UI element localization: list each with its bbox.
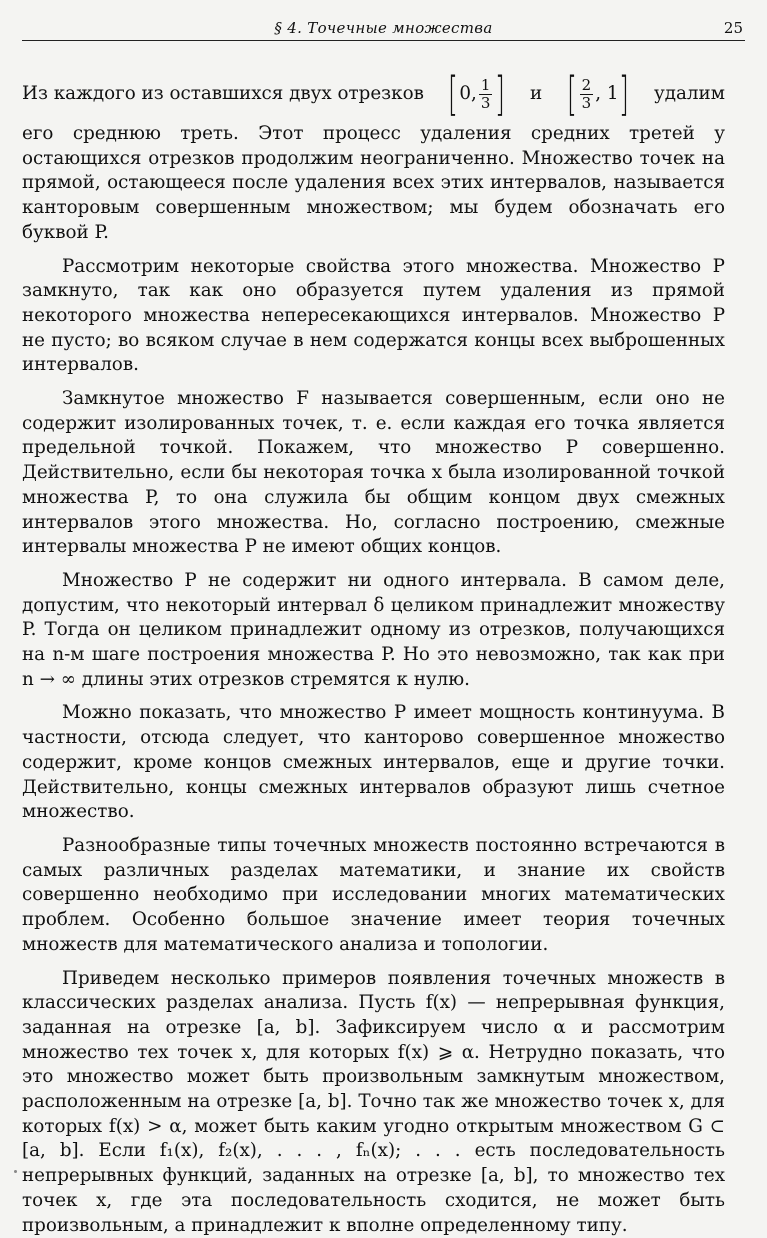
paragraph-continuation: его среднюю треть. Этот процесс удаления средних третей у остающихся отрезков продолжим неограниченно. Множество точек на прямой, остающееся после удаления всех этих интервалов, называется канторовым совершенным множеством; мы будем обозначать его буквой P. <box>22 122 725 246</box>
right-bracket: ] <box>620 71 630 117</box>
paragraph: Рассмотрим некоторые свойства этого множества. Множество P замкнуто, так как оно образуется путем удаления из прямой некоторого множества непересекающихся интервалов. Множество P не пусто; во всяком случае в нем содержатся концы всех выброшенных интервалов. <box>22 255 725 379</box>
paragraph: Разнообразные типы точечных множеств постоянно встречаются в самых различных разделах математики, и знание их свойств совершенно необходимо при исследовании многих математических проблем. Особенно большое значение имеет теория точечных множеств для математического анализа и топологии. <box>22 834 725 958</box>
interval-two-thirds-1 <box>566 71 631 117</box>
body-text <box>22 66 725 1238</box>
paragraph: Множество P не содержит ни одного интервала. В самом деле, допустим, что некоторый интервал δ целиком принадлежит множеству P. Тогда он целиком принадлежит одному из отрезков, получающихся на n-м шаге построения множества P. Но это невозможно, так как при n → ∞ длины этих отрезков стремятся к нулю. <box>22 569 725 693</box>
page-number: 25 <box>724 19 743 37</box>
scan-speck <box>14 1170 17 1173</box>
first-line <box>22 66 725 122</box>
frac-den: 3 <box>580 95 594 112</box>
fraction-one-third <box>479 77 493 112</box>
running-title: § 4. Точечные множества <box>22 19 745 37</box>
paragraph: Замкнутое множество F называется совершенным, если оно не содержит изолированных точек, т. е. если каждая его точка является предельной точкой. Покажем, что множество P совершенно. Действительно, если бы некоторая точка x была изолированной точкой множества P, то она служила бы общим концом двух смежных интервалов этого множества. Но, согласно построению, смежные интервалы множества P не имеют общих концов. <box>22 387 725 560</box>
paragraph: Можно показать, что множество P имеет мощность континуума. В частности, отсюда следует, что канторово совершенное множество содержит, кроме концов смежных интервалов, еще и другие точки. Действительно, концы смежных интервалов образуют лишь счетное множество. <box>22 701 725 825</box>
frac-num: 2 <box>580 77 594 95</box>
line1-before: Из каждого из оставшихся двух отрезков <box>22 82 424 107</box>
left-bracket: [ <box>567 71 577 117</box>
interval-0-third <box>447 71 506 117</box>
paragraph: Приведем несколько примеров появления точечных множеств в классических разделах анализа. Пусть f(x) — непрерывная функция, заданная на отрезке [a, b]. Зафиксируем число α и рассмотрим множество тех точек x, для которых f(x) ⩾ α. Нетрудно показать, что это множество может быть произвольным замкнутым множеством, расположенным на отрезке [a, b]. Точно так же множество точек x, для которых f(x) > α, может быть каким угодно открытым множеством G ⊂ [a, b]. Если f₁(x), f₂(x), . . . , fₙ(x); . . . есть последовательность непрерывных функций, заданных на отрезке [a, b], то множество тех точек x, где эта последовательность сходится, не может быть произвольным, а принадлежит к вполне определенному типу. <box>22 967 725 1238</box>
interval2-right: , 1 <box>595 82 618 107</box>
frac-num: 1 <box>479 77 493 95</box>
left-bracket: [ <box>449 71 459 117</box>
line1-conj: и <box>530 82 542 107</box>
right-bracket: ] <box>495 71 505 117</box>
interval1-left: 0, <box>459 82 476 107</box>
page-header <box>22 14 745 41</box>
fraction-two-thirds <box>580 77 594 112</box>
line1-after: удалим <box>654 82 725 107</box>
frac-den: 3 <box>479 95 493 112</box>
